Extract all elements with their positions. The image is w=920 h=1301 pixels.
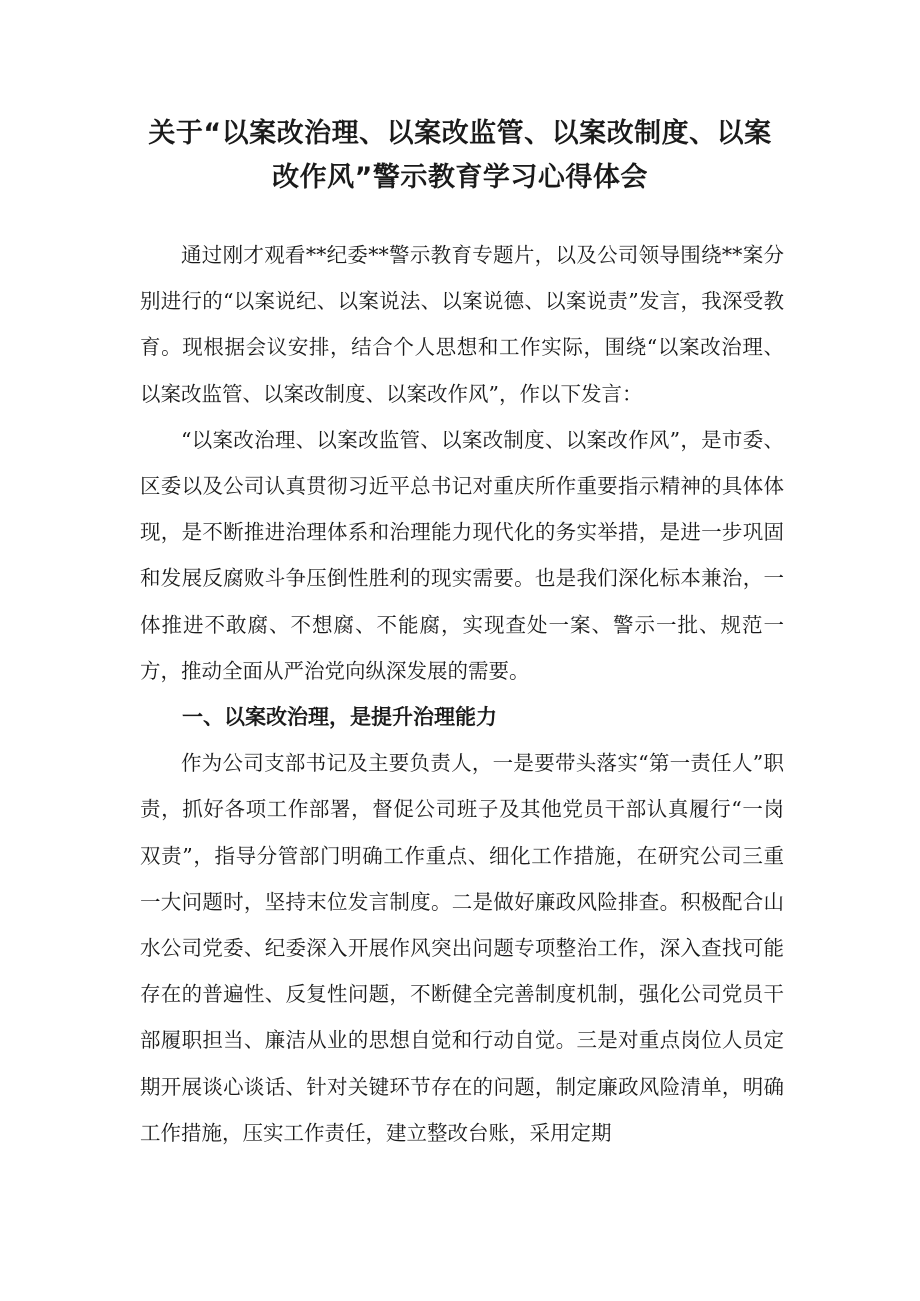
document-title bbox=[120, 112, 800, 200]
title-line-1: 关于“以案改治理、以案改监管、以案改制度、以案 bbox=[148, 118, 772, 149]
paragraph-section-1: 作为公司支部书记及主要负责人，一是要带头落实“第一责任人”职责，抓好各项工作部署，督促公司班子及其他党员干部认真履行“一岗双责”，指导分管部门明确工作重点、细化工作措施，在研究公司三重一大问题时，坚持末位发言制度。二是做好廉政风险排查。积极配合山水公司党委、纪委深入开展作风突出问题专项整治工作，深入查找可能存在的普遍性、反复性问题，不断健全完善制度机制，强化公司党员干部履职担当、廉洁从业的思想自觉和行动自觉。三是对重点岗位人员定期开展谈心谈话、针对关键环节存在的问题，制定廉政风险清单，明确工作措施，压实工作责任，建立整改台账，采用定期 bbox=[140, 751, 784, 1145]
section-heading-1: 一、以案改治理，是提升治理能力 bbox=[182, 705, 497, 730]
title-line-2: 改作风”警示教育学习心得体会 bbox=[272, 162, 648, 193]
paragraph-intro: 通过刚才观看**纪委**警示教育专题片，以及公司领导围绕**案分别进行的“以案说纪、以案说法、以案说德、以案说责”发言，我深受教育。现根据会议安排，结合个人思想和工作实际，围绕“以案改治理、以案改监管、以案改制度、以案改作风”，作以下发言： bbox=[140, 243, 784, 406]
document-body bbox=[140, 232, 784, 1156]
paragraph-significance: “以案改治理、以案改监管、以案改制度、以案改作风”，是市委、区委以及公司认真贯彻习近平总书记对重庆所作重要指示精神的具体体现，是不断推进治理体系和治理能力现代化的务实举措，是进一步巩固和发展反腐败斗争压倒性胜利的现实需要。也是我们深化标本兼治，一体推进不敢腐、不想腐、不能腐，实现查处一案、警示一批、规范一方，推动全面从严治党向纵深发展的需要。 bbox=[140, 427, 784, 683]
